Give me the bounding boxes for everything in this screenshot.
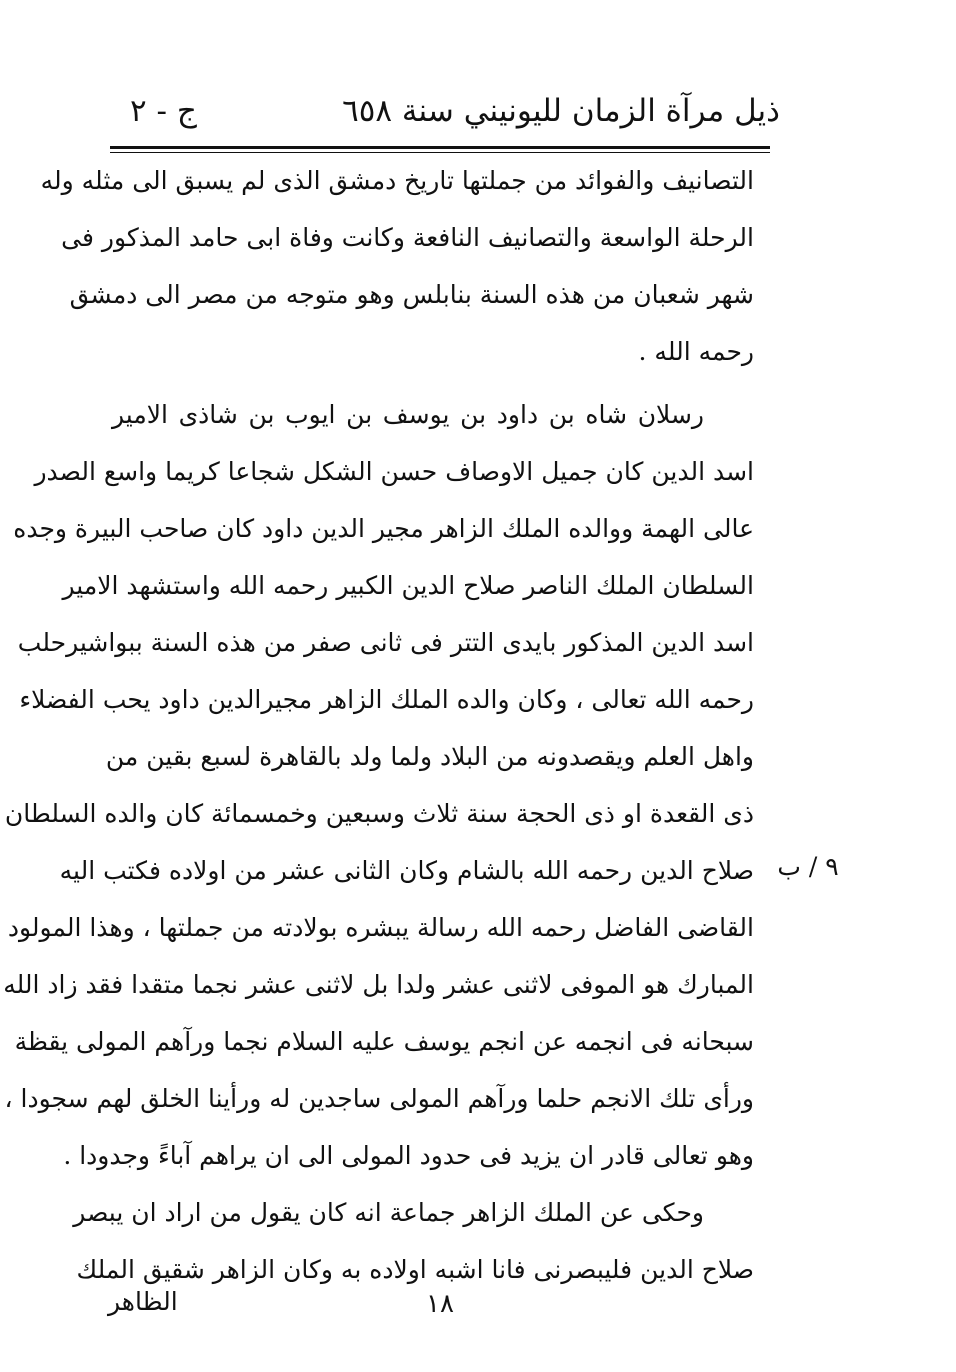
text-line: القاضى الفاضل رحمه الله رسالة يبشره بولادته من جملتها ، وهذا المولود: [7, 913, 754, 942]
text-line: الرحلة الواسعة والتصانيف النافعة وكانت وفاة ابى حامد المذكور فى: [61, 223, 754, 252]
text-line: التصانيف والفوائد من جملتها تاريخ دمشق الذى لم يسبق الى مثله وله: [40, 166, 754, 195]
text-line: اسد الدين كان جميل الاوصاف حسن الشكل شجاعا كريما واسع الصدر: [34, 457, 754, 486]
text-line: المبارك هو الموفى لاثنى عشر ولدا بل لاثنى عشر نجما متقدا فقد زاد الله: [3, 970, 754, 999]
text-line: رحمه الله تعالى ، وكان والده الملك الزاهر مجيرالدين داود يحب الفضلاء: [19, 685, 754, 714]
text-line: السلطان الملك الناصر صلاح الدين الكبير رحمه الله واستشهد الامير: [62, 571, 754, 600]
text-line: رسلان شاه بن داود بن يوسف بن ايوب بن شاذى الامير: [112, 400, 704, 429]
text-line: سبحانه فى انجمه عن انجم يوسف عليه السلام نجما ورآهم المولى يقظة: [14, 1027, 754, 1056]
header-rule-thick: [110, 146, 770, 149]
text-line: ورأى تلك الانجم حلما ورآهم المولى ساجدين له ورأينا الخلق لهم سجودا ،: [4, 1084, 754, 1113]
text-line: اسد الدين المذكور بايدى التتر فى ثانى صفر من هذه السنة ببواشيرحلب: [17, 628, 754, 657]
catchword: الظاهر: [108, 1287, 178, 1316]
main-text: [3, 152, 754, 1298]
text-line: عالى الهمة ووالده الملك الزاهر مجير الدين داود كان صاحب البيرة وجده: [13, 514, 754, 543]
running-title: ذيل مرآة الزمان لليونيني سنة ٦٥٨: [342, 93, 780, 129]
text-line: صلاح الدين رحمه الله بالشام وكان الثانى عشر من اولاده فكتب اليه: [59, 856, 754, 885]
text-line: وحكى عن الملك الزاهر جماعة انه كان يقول من اراد ان يبصر: [73, 1198, 704, 1227]
text-line: رحمه الله .: [638, 337, 754, 366]
text-line: ذى القعدة او ذى الحجة سنة ثلاث وسبعين وخمسمائة كان والده السلطان: [4, 799, 754, 828]
text-line: صلاح الدين فليبصرنى فانا اشبه اولاده به وكان الزاهر شقيق الملك: [76, 1255, 754, 1284]
page-header: [100, 86, 780, 136]
text-line: واهل العلم ويقصدونه من البلاد ولما ولد بالقاهرة لسبع بقين من: [105, 742, 754, 771]
text-line: شهر شعبان من هذه السنة بنابلس وهو متوجه من مصر الى دمشق: [69, 280, 754, 309]
page-number: ١٨: [426, 1289, 454, 1319]
folio-margin-note: ٩ / ب: [777, 852, 839, 881]
text-line: وهو تعالى قادر ان يزيد فى حدود المولى الى ان يراهم آباءً وجدودا .: [63, 1141, 754, 1170]
volume-marker: ج - ٢: [130, 93, 197, 129]
